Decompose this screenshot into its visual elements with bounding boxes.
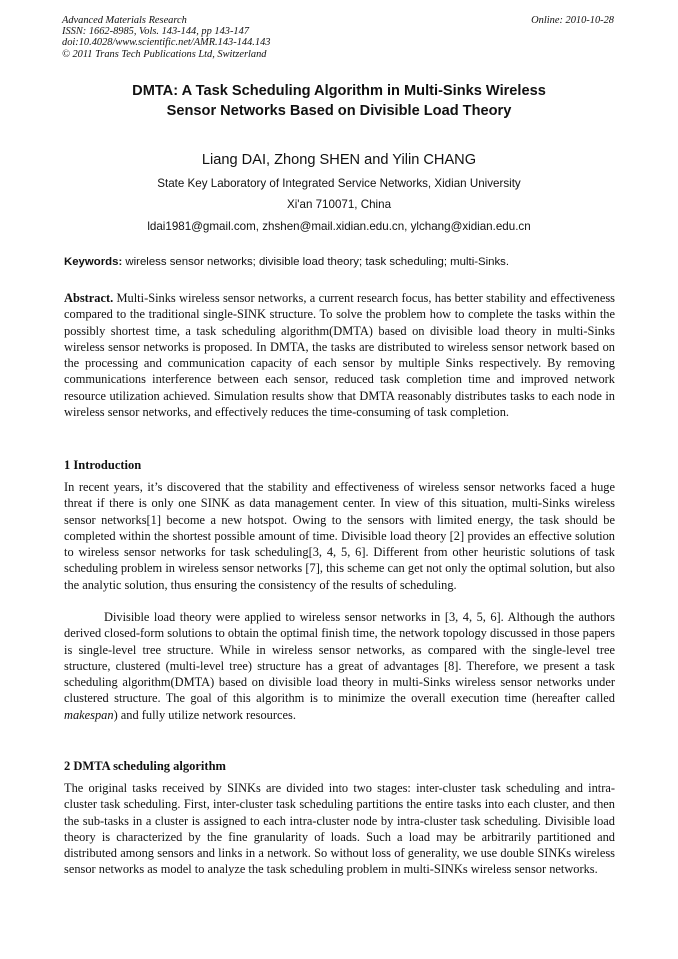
- abstract: [64, 290, 615, 420]
- keywords-text: wireless sensor networks; divisible load theory; task scheduling; multi-Sinks.: [122, 256, 510, 268]
- section-heading-dmta: 2 DMTA scheduling algorithm: [64, 759, 226, 773]
- intro-paragraph-2: [64, 609, 615, 723]
- keywords: [64, 254, 618, 270]
- abstract-label: Abstract.: [64, 291, 114, 305]
- abstract-text: Multi-Sinks wireless sensor networks, a current research focus, has better stability and effectiveness compared to the traditional single-SINK structure. To solve the problem how to complete the tasks within the possibly shortest time, a task scheduling algorithm(DMTA) based on divisible load theory in multi-Sinks wireless sensor networks is proposed. In DMTA, the tasks are distributed to wireless sensor network based on the processing and communication capacity of each sensor by multiple Sinks respectively. By removing communications interference between each sensor, reduced task completion time and improved network resource utilization achieved. Simulation results show that DMTA reasonably distributes tasks to each node in wireless sensor networks, and effectively reduces the time-consuming of task completion.: [64, 291, 615, 420]
- online-date: Online: 2010-10-28: [531, 15, 614, 26]
- intro-paragraph-2-text-a: Divisible load theory were applied to wireless sensor networks in [3, 4, 5, 6]. Although the authors derived closed-form solutions to obtain the optimal finish time, the network topology discussed in those papers is single-level tree structure. While in wireless sensor networks, as compared with the single-level tree structure, clustered (multi-level tree) structure has a great of advantages [8]. Therefore, we present a task scheduling algorithm(DMTA) based on divisible load theory in multi-Sinks wireless sensor networks under clustered structure. The goal of this algorithm is to minimize the overall execution time (hereafter called: [64, 610, 615, 706]
- makespan-term: makespan: [64, 707, 114, 722]
- journal-header: [62, 15, 614, 60]
- keywords-label: Keywords:: [64, 256, 123, 268]
- section2-paragraph-1: The original tasks received by SINKs are divided into two stages: inter-cluster task scheduling and intra-cluster task scheduling. First, inter-cluster task scheduling partitions the entire tasks into each cluster, and then the sub-tasks in a cluster is assigned to each intra-cluster node by intra-cluster task scheduling. Divisible load theory is characterized by the fine granularity of loads. Such a load may be arbitrarily partitioned and distributed among sensors and links in a network. So without loss of generality, we use double SINKs wireless sensor networks as model to analyze the task scheduling problem in multi-SINKs wireless sensor networks.: [64, 781, 615, 877]
- affiliation: State Key Laboratory of Integrated Service Networks, Xidian University: [157, 177, 521, 190]
- intro-paragraph-2-text-b: ) and fully utilize network resources.: [113, 707, 296, 722]
- title-line-1: DMTA: A Task Scheduling Algorithm in Multi-Sinks Wireless: [132, 83, 546, 99]
- title-line-2: Sensor Networks Based on Divisible Load Theory: [166, 103, 512, 119]
- copyright-line: © 2011 Trans Tech Publications Ltd, Switzerland: [62, 48, 267, 60]
- intro-paragraph-1: In recent years, it’s discovered that the stability and effectiveness of wireless sensor networks faced a huge threat if there is only one SINK as data management center. In view of this situation, multi-Sinks wireless sensor networks[1] become a new hotspot. Owing to the sensors with limited energy, the task should be completed within the shortest possible amount of time. Divisible load theory [2] provides an effective solution to wireless sensor networks for task scheduling[3, 4, 5, 6]. Different from other heuristic solutions of task scheduling problem in wireless sensor networks [7], this scheme can get not only the optimal solution, but also the analytic solution, thus ensuring the consistency of the results of scheduling.: [64, 480, 615, 592]
- issn-line: ISSN: 1662-8985, Vols. 143-144, pp 143-147: [62, 26, 250, 38]
- section-heading-introduction: 1 Introduction: [64, 458, 142, 472]
- author-list: Liang DAI, Zhong SHEN and Yilin CHANG: [201, 152, 477, 168]
- journal-name: Advanced Materials Research: [62, 15, 187, 26]
- paper-title: [40, 81, 638, 121]
- doi-line: doi:10.4028/www.scientific.net/AMR.143-144.143: [62, 37, 271, 49]
- author-emails: ldai1981@gmail.com, zhshen@mail.xidian.edu.cn, ylchang@xidian.edu.cn: [147, 220, 531, 233]
- address: Xi'an 710071, China: [286, 198, 392, 211]
